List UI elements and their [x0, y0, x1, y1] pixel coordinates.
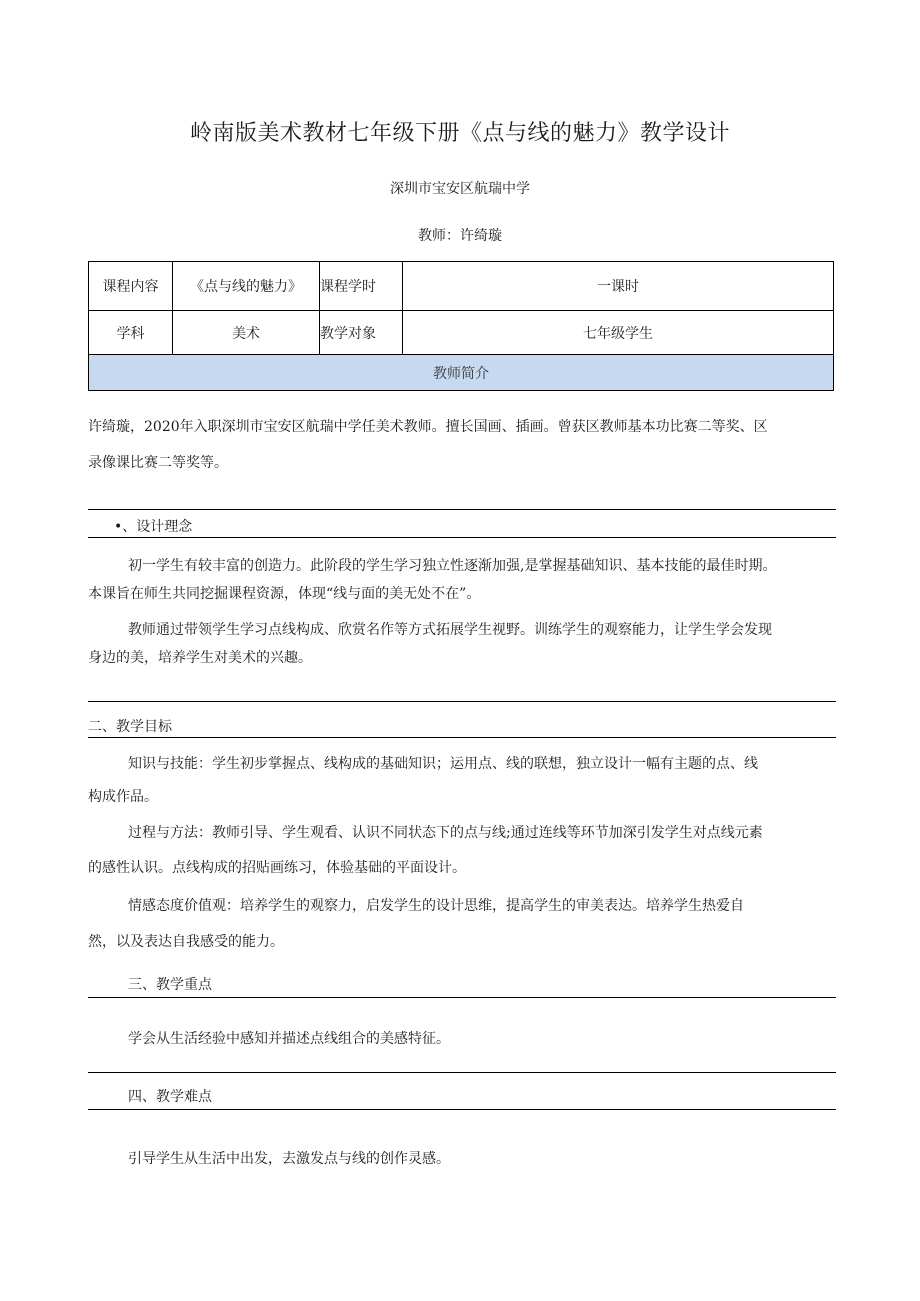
paragraph-line: 知识与技能：学生初步掌握点、线构成的基础知识；运用点、线的联想，独立设计一幅有主题的点、线 [128, 756, 758, 772]
divider [88, 1109, 836, 1110]
table-cell: 学科 [89, 311, 173, 355]
heading-key-points: 三、教学重点 [128, 977, 212, 993]
table-cell: 美术 [173, 311, 320, 355]
section-label-teacher-intro: 教师简介 [89, 355, 834, 391]
table-cell: 一课时 [403, 262, 834, 311]
paragraph-line: 身边的美，培养学生对美术的兴趣。 [88, 650, 312, 666]
teacher-intro-line-2: 录像课比赛二等奖等。 [88, 455, 228, 471]
divider [88, 537, 836, 538]
teacher-name: 教师：许绮璇 [418, 228, 502, 244]
table-row [89, 311, 834, 355]
paragraph-line: 的感性认识。点线构成的招贴画练习，体验基础的平面设计。 [88, 860, 466, 876]
divider [88, 997, 836, 998]
course-info-table [88, 261, 834, 391]
paragraph-line: 初一学生有较丰富的创造力。此阶段的学生学习独立性逐渐加强,是掌握基础知识、基本技能的最佳时期。 [128, 558, 777, 574]
table-row [89, 355, 834, 391]
paragraph-line: 构成作品。 [88, 789, 158, 805]
divider [88, 1072, 836, 1073]
divider [88, 509, 836, 510]
table-cell: 课程内容 [89, 262, 173, 311]
heading-objectives: 二、教学目标 [88, 719, 172, 735]
divider [88, 701, 836, 702]
table-cell: 课程学时 [320, 262, 403, 311]
key-points-text: 学会从生活经验中感知并描述点线组合的美感特征。 [128, 1031, 450, 1047]
divider [88, 737, 836, 738]
paragraph-line: 然，以及表达自我感受的能力。 [88, 934, 284, 950]
document-title: 岭南版美术教材七年级下册《点与线的魅力》教学设计 [189, 121, 730, 146]
paragraph-line: 过程与方法：教师引导、学生观看、认识不同状态下的点与线;通过连线等环节加深引发学生对点线元素 [128, 825, 763, 841]
table-cell: 教学对象 [320, 311, 403, 355]
teacher-intro-line-1: 许绮璇，2020年入职深圳市宝安区航瑞中学任美术教师。擅长国画、插画。曾获区教师基本功比赛二等奖、区 [88, 419, 768, 435]
paragraph-line: 本课旨在师生共同挖掘课程资源，体现“线与面的美无处不在”。 [88, 586, 481, 602]
heading-design-concept: •、设计理念 [114, 519, 193, 535]
school-name: 深圳市宝安区航瑞中学 [390, 181, 530, 197]
table-cell: 《点与线的魅力》 [173, 262, 320, 311]
difficulties-text: 引导学生从生活中出发，去激发点与线的创作灵感。 [128, 1151, 450, 1167]
heading-difficulties: 四、教学难点 [128, 1089, 212, 1105]
table-cell: 七年级学生 [403, 311, 834, 355]
paragraph-line: 情感态度价值观：培养学生的观察力，启发学生的设计思维，提高学生的审美表达。培养学生热爱自 [128, 898, 744, 914]
table-row [89, 262, 834, 311]
paragraph-line: 教师通过带领学生学习点线构成、欣赏名作等方式拓展学生视野。训练学生的观察能力，让学生学会发现 [128, 622, 772, 638]
